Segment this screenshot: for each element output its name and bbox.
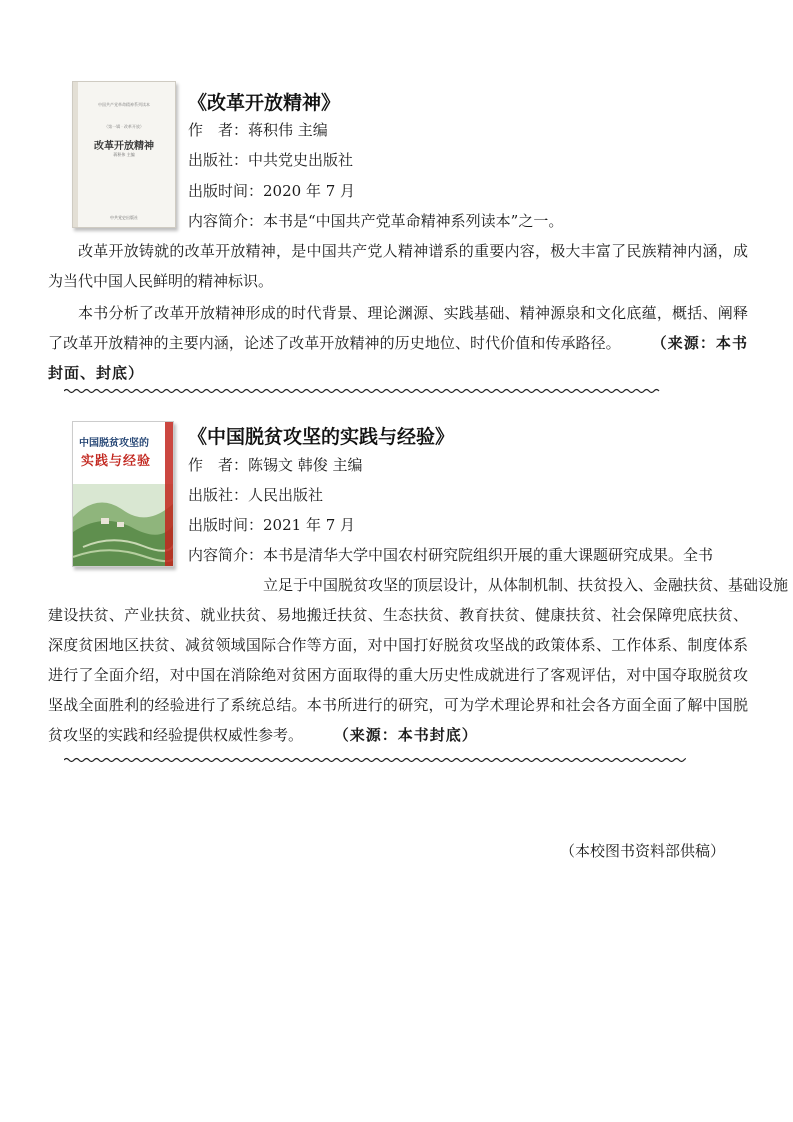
summary-label: 内容简介：: [188, 546, 264, 564]
paragraph-text: 建设扶贫、产业扶贫、就业扶贫、易地搬迁扶贫、生态扶贫、教育扶贫、健康扶贫、社会保障兜底扶贫、深度贫困地区扶贫、减贫领域国际合作等方面，对中国打好脱贫攻坚战的政策体系、工作体系、制度体系进行了全面介绍，对中国在消除绝对贫困方面取得的重大历史性成就进行了客观评估，对中国夺取脱贫攻坚战全面胜利的经验进行了系统总结。本书所进行的研究，可为学术理论界和社会各方面全面了解中国脱贫攻坚的实践和经验提供权威性参考。: [48, 606, 748, 744]
book-pub-date: 出版时间：2020 年 7 月: [188, 182, 356, 200]
cover-landscape-illustration: [73, 422, 174, 567]
cover-label: （第一辑 · 改革开放）: [104, 124, 144, 129]
book-title: 《改革开放精神》: [188, 92, 341, 114]
cover-series: 中国共产党革命精神系列读本: [98, 102, 150, 107]
book-paragraph: [48, 600, 748, 750]
summary-second-line: 立足于中国脱贫攻坚的顶层设计，从体制机制、扶贫投入、金融扶贫、基础设施: [263, 576, 789, 594]
book-title: 《中国脱贫攻坚的实践与经验》: [188, 426, 455, 448]
book-cover-poverty-alleviation: [72, 421, 174, 567]
book-paragraph: 改革开放铸就的改革开放精神，是中国共产党人精神谱系的重要内容，极大丰富了民族精神内涵，成为当代中国人民鲜明的精神标识。: [48, 242, 748, 290]
cover-title-top: 中国脱贫攻坚的: [79, 438, 149, 449]
book-pub-date: 出版时间：2021 年 7 月: [188, 516, 356, 534]
summary-first-line: 本书是清华大学中国农村研究院组织开展的重大课题研究成果。全书: [263, 546, 714, 564]
wavy-divider: [64, 756, 686, 766]
book-publisher: 出版社：人民出版社: [188, 486, 324, 504]
cover-publisher: 中共党史出版社: [110, 215, 138, 220]
book-paragraph: [48, 298, 748, 388]
cover-title: 改革开放精神: [94, 141, 154, 152]
book-summary-intro: [188, 540, 713, 570]
book-publisher: 出版社：中共党史出版社: [188, 151, 354, 169]
source-note: （来源：本书封底）: [333, 726, 478, 744]
book-author: 作 者：陈锡文 韩俊 主编: [188, 456, 363, 474]
footer-credit: （本校图书资料部供稿）: [560, 842, 726, 860]
source-note: （来源：本书封面、封底）: [48, 334, 748, 382]
cover-title-bottom: 实践与经验: [81, 454, 152, 469]
book-summary-intro: 内容简介：本书是“中国共产党革命精神系列读本”之一。: [188, 212, 564, 230]
paragraph-text: 本书分析了改革开放精神形成的时代背景、理论渊源、实践基础、精神源泉和文化底蕴，概括、阐释了改革开放精神的主要内涵，论述了改革开放精神的历史地位、时代价值和传承路径。: [48, 304, 748, 352]
cover-author: 蒋积伟 主编: [113, 152, 135, 157]
wavy-divider: [64, 387, 686, 397]
book-author: 作 者：蒋积伟 主编: [188, 121, 328, 139]
book-cover-reform-spirit: [72, 81, 176, 228]
